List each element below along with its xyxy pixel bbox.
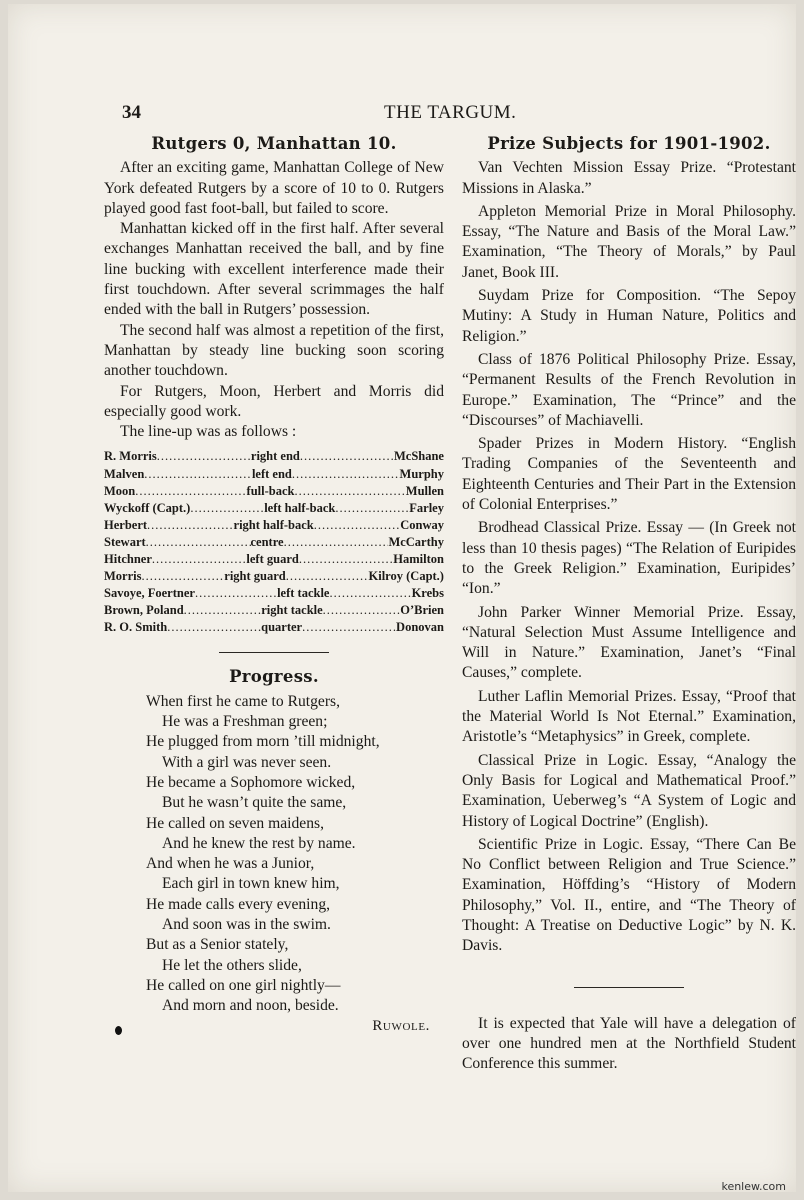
prize-entry: John Parker Winner Memorial Prize. Essay, “Natural Selection Must Assume Intelligence and Will in Nature.” Examination, Janet’s “Final Causes,” complete. [462,603,796,682]
page-header [8,102,796,126]
lineup-position: left half-back [264,500,336,515]
prize-entry: Classical Prize in Logic. Essay, “Analogy the Only Basis for Logical and Mathematical Proof.” Examination, Ueberweg’s “A System of Logic and History of Logical Doctrine” (English). [462,751,796,830]
prize-entry: Appleton Memorial Prize in Moral Philosophy. Essay, “The Nature and Basis of the Moral Law.” Examination, “The Theory of Morals,” by Paul Janet, Book III. [462,202,796,281]
poem-line: He called on one girl nightly— [146,976,341,994]
lineup-position: left end [251,466,292,481]
right-column [462,134,796,1074]
section-divider [219,652,329,653]
lineup-position: quarter [261,620,303,635]
manhattan-player: Mullen [405,483,444,498]
poem [104,667,444,1034]
lineup-row [104,534,444,551]
lineup-table [104,448,444,636]
leader-dots [144,466,252,483]
rutgers-player: Herbert [104,517,148,532]
rutgers-player: R. O. Smith [104,620,168,635]
lineup-row [104,585,444,602]
rutgers-player: Savoye, Foertner [104,586,195,601]
manhattan-player: Murphy [399,466,444,481]
leader-dots [147,517,233,534]
lineup-position: centre [250,534,284,549]
prize-entry: Spader Prizes in Modern History. “English Trading Companies of the Seventeenth and Eighteenth Centuries and Their Part in the Extension of Colonial Enterprises.” [462,435,796,514]
rutgers-player: Malven [104,466,145,481]
poem-line: And he knew the rest by name. [162,834,356,852]
poem-lines [104,692,444,1017]
rutgers-player: Brown, Poland [104,603,184,618]
prize-entry: Scientific Prize in Logic. Essay, “There Can Be No Conflict between Religion and True Science.” Examination, Höffding’s “History of Modern Philosophy,” Vol. II., entire, and “The Theory of Thought: A Treatise on Deductive Logic” by N. K. Davis. [462,835,796,955]
leader-dots [195,585,277,602]
manhattan-player: Kilroy (Capt.) [368,569,444,584]
lineup-row [104,602,444,619]
leader-dots [300,448,394,465]
poem-line: But he wasn’t quite the same, [162,794,347,812]
poem-line: With a girl was never seen. [162,753,332,771]
manhattan-player: Conway [400,517,444,532]
game-report-title: Rutgers 0, Manhattan 10. [151,134,397,153]
leader-dots [135,483,246,500]
manhattan-player: O’Brien [400,603,444,618]
prize-entry: Class of 1876 Political Philosophy Prize. Essay, “Permanent Results of the French Revolution in Europe.” Examination, The “Prince” and the “Discourses” of Machiavelli. [462,350,796,429]
manhattan-player: Farley [409,500,444,515]
rutgers-player: Stewart [104,534,146,549]
leader-dots [292,466,400,483]
poem-line: He called on seven maidens, [146,814,324,832]
leader-dots [190,500,264,517]
lineup-position: right end [250,449,300,464]
game-paragraph: Manhattan kicked off in the first half. After several exchanges Manhattan received the ball, and by fine line bucking with excellent interference made their first touchdown. After several scrimmages the half ended with the ball in Rutgers’ possession. [104,220,444,319]
lineup-position: full-back [246,483,295,498]
lineup-row [104,568,444,585]
lineup-row [104,483,444,500]
lineup-position: right guard [224,569,286,584]
manhattan-player: Donovan [396,620,444,635]
poem-line: When first he came to Rutgers, [146,692,340,710]
manhattan-player: McCarthy [388,534,444,549]
lineup-row [104,466,444,483]
manhattan-player: McShane [393,449,444,464]
poem-author: Ruwole. [372,1017,430,1034]
poem-line: And soon was in the swim. [162,916,331,934]
leader-dots [157,448,251,465]
ink-blot [115,1026,122,1035]
leader-dots [314,517,400,534]
leader-dots [152,551,246,568]
prize-entry: Van Vechten Mission Essay Prize. “Protestant Missions in Alaska.” [462,159,796,197]
prize-entry: Luther Laflin Memorial Prizes. Essay, “Proof that the Material World Is Not Eternal.” Examination, Aristotle’s “Metaphysics” in Greek, complete. [462,687,796,746]
leader-dots [286,568,369,585]
manhattan-player: Hamilton [393,552,444,567]
leader-dots [329,585,411,602]
section-divider [574,987,684,988]
leader-dots [167,619,261,636]
leader-dots [323,602,401,619]
prize-subjects [462,134,796,957]
lineup-row [104,448,444,465]
leader-dots [302,619,396,636]
leader-dots [299,551,393,568]
leader-dots [184,602,262,619]
lineup-row [104,619,444,636]
prize-entry: Brodhead Classical Prize. Essay — (In Greek not less than 10 thesis pages) “The Relation of Euripides to the Greek Religion.” Examination, Euripides’ “Ion.” [462,519,796,598]
poem-line: He made calls every evening, [146,895,331,913]
rutgers-player: Moon [104,483,136,498]
leader-dots [146,534,251,551]
watermark: kenlew.com [721,1180,786,1193]
poem-line: He let the others slide, [162,956,302,974]
poem-line: He became a Sophomore wicked, [146,773,356,791]
page-number: 34 [122,102,141,123]
lineup-position: left guard [246,552,299,567]
lineup-row [104,500,444,517]
leader-dots [294,483,405,500]
prize-subjects-title: Prize Subjects for 1901-1902. [487,134,771,153]
yale-note: It is expected that Yale will have a delegation of over one hundred men at the Northfield Student Conference this summer. [462,1014,796,1073]
prize-entry: Suydam Prize for Composition. “The Sepoy Mutiny: A Study in Human Nature, Politics and Religion.” [462,287,796,345]
game-report [104,134,444,636]
game-paragraph: After an exciting game, Manhattan College of New York defeated Rutgers by a score of 10 to 0. Rutgers played good fast foot-ball, but failed to score. [104,159,444,217]
poem-line: But as a Senior stately, [146,936,289,954]
poem-line: Each girl in town knew him, [162,875,340,893]
game-paragraph: The line-up was as follows : [120,423,297,441]
left-column [104,134,444,1035]
lineup-row [104,517,444,534]
leader-dots [284,534,389,551]
page [8,4,796,1192]
game-paragraph: The second half was almost a repetition of the first, Manhattan by steady line bucking soon scoring another touchdown. [104,321,444,380]
poem-title: Progress. [229,667,319,687]
rutgers-player: Wyckoff (Capt.) [104,500,191,515]
poem-line: He plugged from morn ’till midnight, [146,733,380,751]
manhattan-player: Krebs [411,586,444,601]
lineup-position: right half-back [233,517,314,532]
rutgers-player: R. Morris [104,449,157,464]
rutgers-player: Morris [104,569,142,584]
running-title: THE TARGUM. [384,102,517,123]
game-paragraph: For Rutgers, Moon, Herbert and Morris did especially good work. [104,382,444,420]
lineup-row [104,551,444,568]
leader-dots [335,500,409,517]
rutgers-player: Hitchner [104,552,152,567]
lineup-position: left tackle [277,586,330,601]
poem-line: And morn and noon, beside. [162,997,339,1015]
leader-dots [141,568,224,585]
poem-line: He was a Freshman green; [162,713,328,731]
poem-line: And when he was a Junior, [146,855,315,873]
lineup-position: right tackle [261,603,323,618]
